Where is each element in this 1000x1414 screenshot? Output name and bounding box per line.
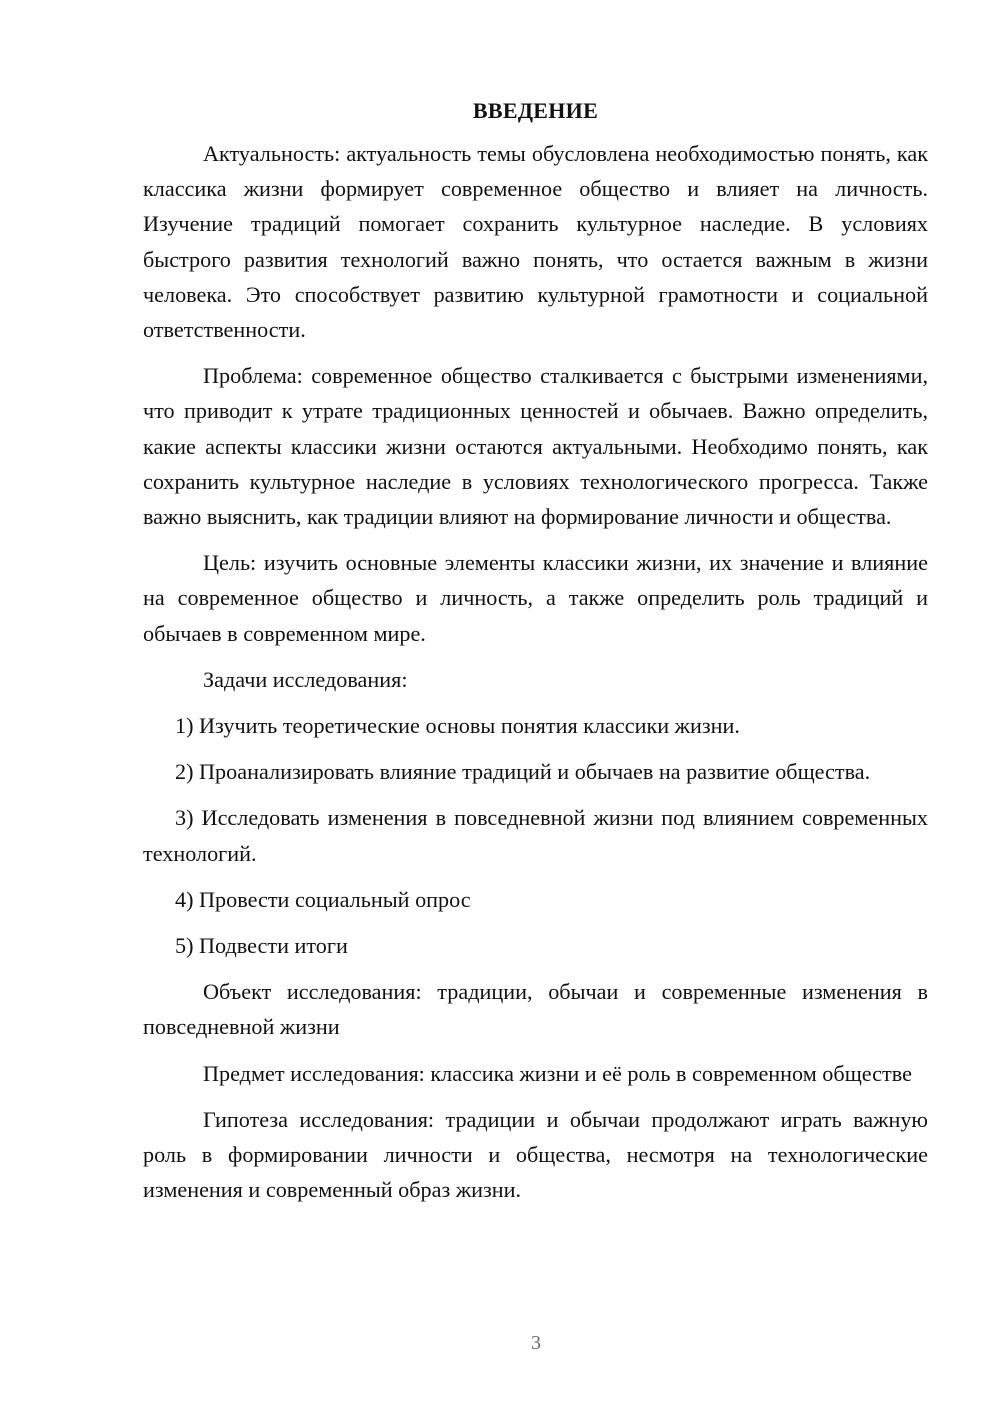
task-item-1: 1) Изучить теоретические основы понятия классики жизни. — [175, 713, 740, 739]
task-item-4: 4) Провести социальный опрос — [175, 886, 471, 912]
goal-paragraph: Цель: изучить основные элементы классики жизни, их значение и влияние на современное общество и личность, а также определить роль традиций и обычаев в современном мире. — [143, 550, 928, 646]
section-title: ВВЕДЕНИЕ — [472, 98, 599, 123]
tasks-heading: Задачи исследования: — [203, 666, 408, 692]
subject-paragraph: Предмет исследования: классика жизни и её роль в современном обществе — [203, 1060, 912, 1086]
hypothesis-paragraph: Гипотеза исследования: традиции и обычаи продолжают играть важную роль в формировании личности и общества, несмотря на технологические изменения и современный образ жизни. — [143, 1106, 928, 1203]
task-item-2: 2) Проанализировать влияние традиций и обычаев на развитие общества. — [175, 759, 871, 785]
task-item-5: 5) Подвести итоги — [175, 933, 348, 959]
task-item-3: 3) Исследовать изменения в повседневной жизни под влиянием современных технологий. — [143, 805, 928, 866]
problem-paragraph: Проблема: современное общество сталкивается с быстрыми изменениями, что приводит к утрате традиционных ценностей и обычаев. Важно определить, какие аспекты классики жизни остаются актуальными. Необходимо понять, как сохранить культурное наследие в условиях технологического прогресса. Также важно выяснить, как традиции влияют на формирование личности и общества. — [143, 363, 928, 530]
object-paragraph: Объект исследования: традиции, обычаи и современные изменения в повседневной жизни — [143, 979, 928, 1040]
relevance-paragraph: Актуальность: актуальность темы обусловлена необходимостью понять, как классика жизни формирует современное общество и влияет на личность. Изучение традиций помогает сохранить культурное наследие. В условиях быстрого развития технологий важно понять, что остается важным в жизни человека. Это способствует развитию культурной грамотности и социальной ответственности. — [143, 141, 928, 343]
page-number: 3 — [531, 1332, 541, 1354]
page-content — [143, 93, 928, 1218]
